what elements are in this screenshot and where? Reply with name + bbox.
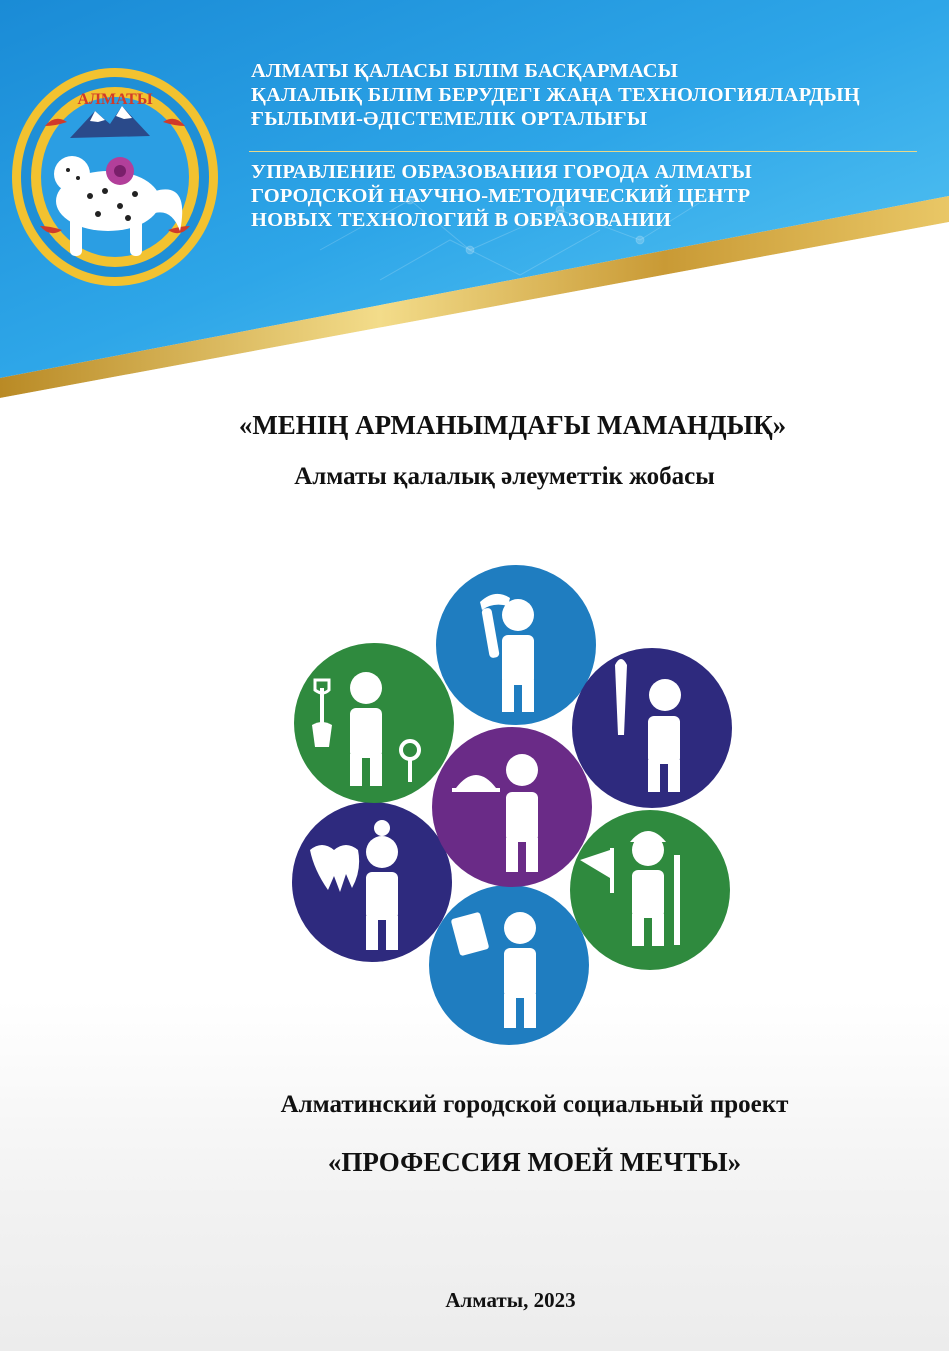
ru-organization-block xyxy=(251,160,752,232)
builder-icon xyxy=(436,565,596,725)
ru-project-title: «ПРОФЕССИЯ МОЕЙ МЕЧТЫ» xyxy=(327,1147,742,1177)
ru-project-subtitle: Алматинский городской социальный проект xyxy=(280,1091,789,1118)
ru-org-line: УПРАВЛЕНИЕ ОБРАЗОВАНИЯ ГОРОДА АЛМАТЫ xyxy=(251,161,752,183)
kz-org-line: ҚАЛАЛЫҚ БІЛІМ БЕРУДЕГІ ЖАҢА ТЕХНОЛОГИЯЛАРДЫҢ xyxy=(251,84,860,106)
kz-project-subtitle: Алматы қалалық әлеуметтік жобасы xyxy=(294,463,715,490)
gardener-icon xyxy=(294,643,454,803)
accountant-icon xyxy=(429,885,589,1045)
almaty-emblem-logo xyxy=(10,66,220,288)
artist-icon xyxy=(572,648,732,808)
place-and-year: Алматы, 2023 xyxy=(445,1288,576,1312)
kz-org-line: ҒЫЛЫМИ-ӘДІСТЕМЕЛІК ОРТАЛЫҒЫ xyxy=(251,108,648,130)
kz-project-title: «МЕНІҢ АРМАНЫМДАҒЫ МАМАНДЫҚ» xyxy=(238,410,787,440)
kz-org-line: АЛМАТЫ ҚАЛАСЫ БІЛІМ БАСҚАРМАСЫ xyxy=(251,60,679,82)
ru-org-line: НОВЫХ ТЕХНОЛОГИЙ В ОБРАЗОВАНИИ xyxy=(251,209,672,231)
ru-org-line: ГОРОДСКОЙ НАУЧНО-МЕТОДИЧЕСКИЙ ЦЕНТР xyxy=(251,185,751,207)
soldier-icon xyxy=(570,810,730,970)
emblem-text: АЛМАТЫ xyxy=(77,91,153,108)
kz-organization-block xyxy=(251,59,860,131)
dentist-icon xyxy=(292,802,452,962)
waiter-icon xyxy=(432,727,592,887)
professions-illustration xyxy=(280,560,740,1055)
header-divider xyxy=(249,151,917,152)
